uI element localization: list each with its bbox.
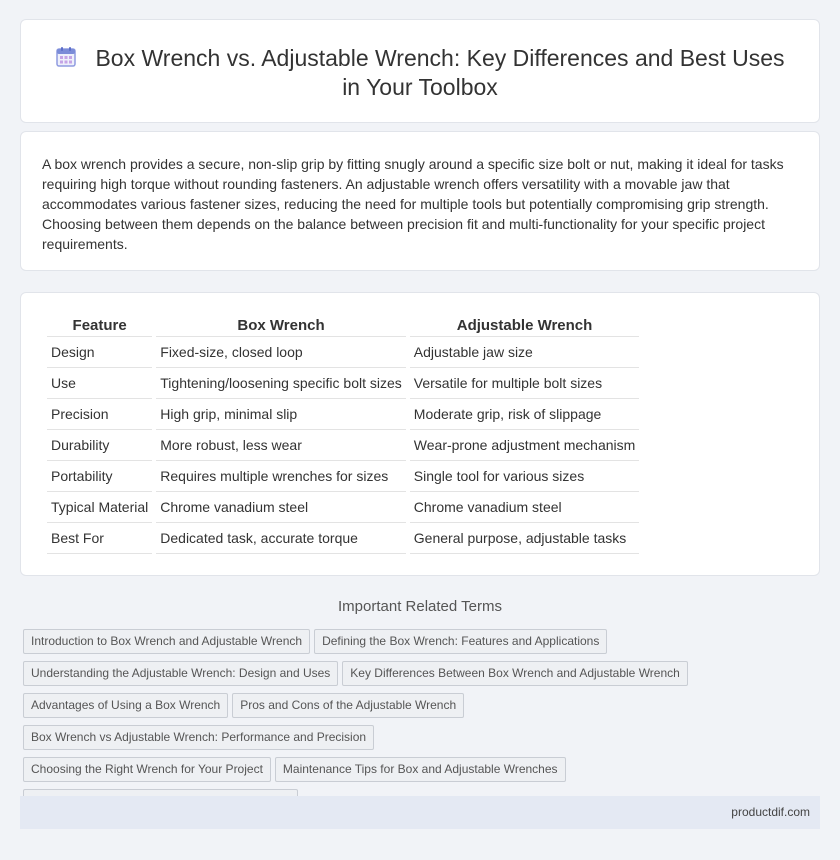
- table-cell: Portability: [47, 461, 152, 492]
- table-cell: High grip, minimal slip: [156, 399, 406, 430]
- table-header-row: [47, 315, 639, 337]
- table-cell: Requires multiple wrenches for sizes: [156, 461, 406, 492]
- table-cell: Single tool for various sizes: [410, 461, 640, 492]
- intro-card: [20, 131, 820, 271]
- related-term-tag[interactable]: Pros and Cons of the Adjustable Wrench: [232, 693, 464, 718]
- table-cell: Chrome vanadium steel: [410, 492, 640, 523]
- table-row: [47, 399, 639, 430]
- table-row: [47, 368, 639, 399]
- header-adjustable-wrench: Adjustable Wrench: [410, 315, 640, 337]
- table-cell: Design: [47, 337, 152, 368]
- table-cell: Best For: [47, 523, 152, 554]
- calendar-icon: [55, 46, 77, 68]
- related-term-tag[interactable]: Introduction to Box Wrench and Adjustable Wrench: [23, 629, 310, 654]
- table-cell: Moderate grip, risk of slippage: [410, 399, 640, 430]
- table-cell: Versatile for multiple bolt sizes: [410, 368, 640, 399]
- table-cell: Durability: [47, 430, 152, 461]
- table-row: [47, 461, 639, 492]
- title-card: [20, 19, 820, 123]
- related-term-tag[interactable]: Choosing the Right Wrench for Your Project: [23, 757, 271, 782]
- footer: [20, 796, 820, 829]
- table-cell: Adjustable jaw size: [410, 337, 640, 368]
- table-cell: Wear-prone adjustment mechanism: [410, 430, 640, 461]
- related-term-tag[interactable]: Box Wrench vs Adjustable Wrench: Performance and Precision: [23, 725, 374, 750]
- related-term-tag[interactable]: Key Differences Between Box Wrench and Adjustable Wrench: [342, 661, 688, 686]
- table-cell: Use: [47, 368, 152, 399]
- table-cell: Precision: [47, 399, 152, 430]
- related-term-tag[interactable]: Defining the Box Wrench: Features and Applications: [314, 629, 607, 654]
- intro-paragraph: A box wrench provides a secure, non-slip grip by fitting snugly around a specific size bolt or nut, making it ideal for tasks requiring high torque without rounding fasteners. An adjustable wrench offers versatility with a movable jaw that accommodates various fastener sizes, reducing the need for multiple tools but potentially compromising grip strength. Choosing between them depends on the balance between precision fit and multi-functionality for your specific project requirements.: [42, 156, 784, 252]
- table-row: [47, 430, 639, 461]
- table-row: [47, 492, 639, 523]
- related-term-tag[interactable]: Understanding the Adjustable Wrench: Design and Uses: [23, 661, 338, 686]
- table-cell: Typical Material: [47, 492, 152, 523]
- related-terms-heading: Important Related Terms: [338, 598, 502, 615]
- table-cell: Dedicated task, accurate torque: [156, 523, 406, 554]
- related-term-tag[interactable]: Advantages of Using a Box Wrench: [23, 693, 228, 718]
- title-wrap: [21, 44, 819, 102]
- table-cell: Fixed-size, closed loop: [156, 337, 406, 368]
- table-cell: More robust, less wear: [156, 430, 406, 461]
- table-cell: Tightening/loosening specific bolt sizes: [156, 368, 406, 399]
- header-feature: Feature: [47, 315, 152, 337]
- related-term-tag[interactable]: Maintenance Tips for Box and Adjustable Wrenches: [275, 757, 566, 782]
- page-title: Box Wrench vs. Adjustable Wrench: Key Differences and Best Uses in Your Toolbox: [95, 45, 785, 100]
- table-cell: Chrome vanadium steel: [156, 492, 406, 523]
- table-row: [47, 337, 639, 368]
- comparison-table: [43, 315, 643, 554]
- header-box-wrench: Box Wrench: [156, 315, 406, 337]
- table-row: [47, 523, 639, 554]
- comparison-card: [20, 292, 820, 576]
- related-terms-list: [23, 629, 823, 821]
- footer-site-link[interactable]: productdif.com: [731, 805, 810, 819]
- table-cell: General purpose, adjustable tasks: [410, 523, 640, 554]
